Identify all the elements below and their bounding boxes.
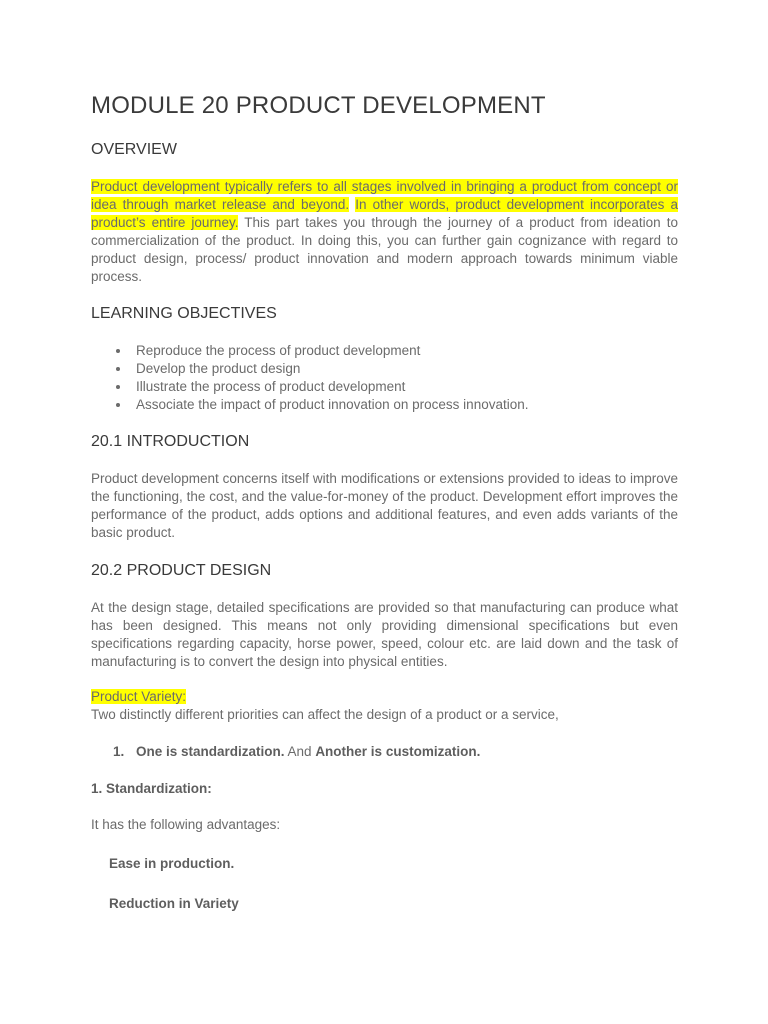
advantages-intro: It has the following advantages: [91, 817, 281, 832]
overview-highlight-2: In other words, product development incorporates a product’s entire journey. [91, 197, 678, 230]
list-number: 1. [113, 744, 125, 759]
introduction-paragraph: Product development concerns itself with modifications or extensions provided to ideas to improve the functioning, the cost, and the value-for-money of the product. Development effort improves the performance of the product, adds options and additional features, and even adds variants of the basic product. [91, 471, 678, 540]
standardization-heading: 1. Standardization: [91, 781, 212, 796]
overview-heading: OVERVIEW [91, 141, 177, 158]
priority-standardization: One is standardization. [136, 744, 285, 759]
priorities-list-item [113, 743, 480, 761]
priority-conjunction: And [284, 744, 316, 759]
design-paragraph: At the design stage, detailed specifications are provided so that manufacturing can produce what has been designed. This means not only providing dimensional specifications but even specifications regarding capacity, horse power, speed, colour etc. are laid down and the task of manufacturing is to convert the design into physical entities. [91, 600, 678, 669]
list-item: Associate the impact of product innovation on process innovation. [136, 397, 529, 412]
introduction-heading: 20.1 INTRODUCTION [91, 433, 250, 450]
overview-highlight-1: Product development typically refers to all stages involved in bringing a product from concept or idea through market release and beyond. [91, 179, 678, 212]
list-item: Illustrate the process of product development [136, 378, 528, 396]
advantage-item: Reduction in Variety [109, 896, 239, 911]
product-variety-label [91, 688, 186, 706]
list-item: Reproduce the process of product development [136, 342, 528, 360]
product-variety-highlight: Product Variety: [91, 689, 187, 704]
product-variety-text: Two distinctly different priorities can affect the design of a product or a service, [91, 707, 559, 722]
objectives-heading: LEARNING OBJECTIVES [91, 305, 277, 322]
objectives-list [91, 342, 528, 414]
design-heading: 20.2 PRODUCT DESIGN [91, 562, 272, 579]
list-item: Develop the product design [136, 360, 528, 378]
overview-paragraph [91, 178, 678, 286]
priority-customization: Another is customization. [315, 744, 481, 759]
overview-text: This part takes you through the journey of a product from ideation to commercialization of the product. In doing this, you can further gain cognizance with regard to product design, process/ product innovation and modern approach towards minimum viable process. [91, 215, 678, 284]
page-title: MODULE 20 PRODUCT DEVELOPMENT [91, 92, 546, 119]
advantage-item: Ease in production. [109, 856, 235, 871]
